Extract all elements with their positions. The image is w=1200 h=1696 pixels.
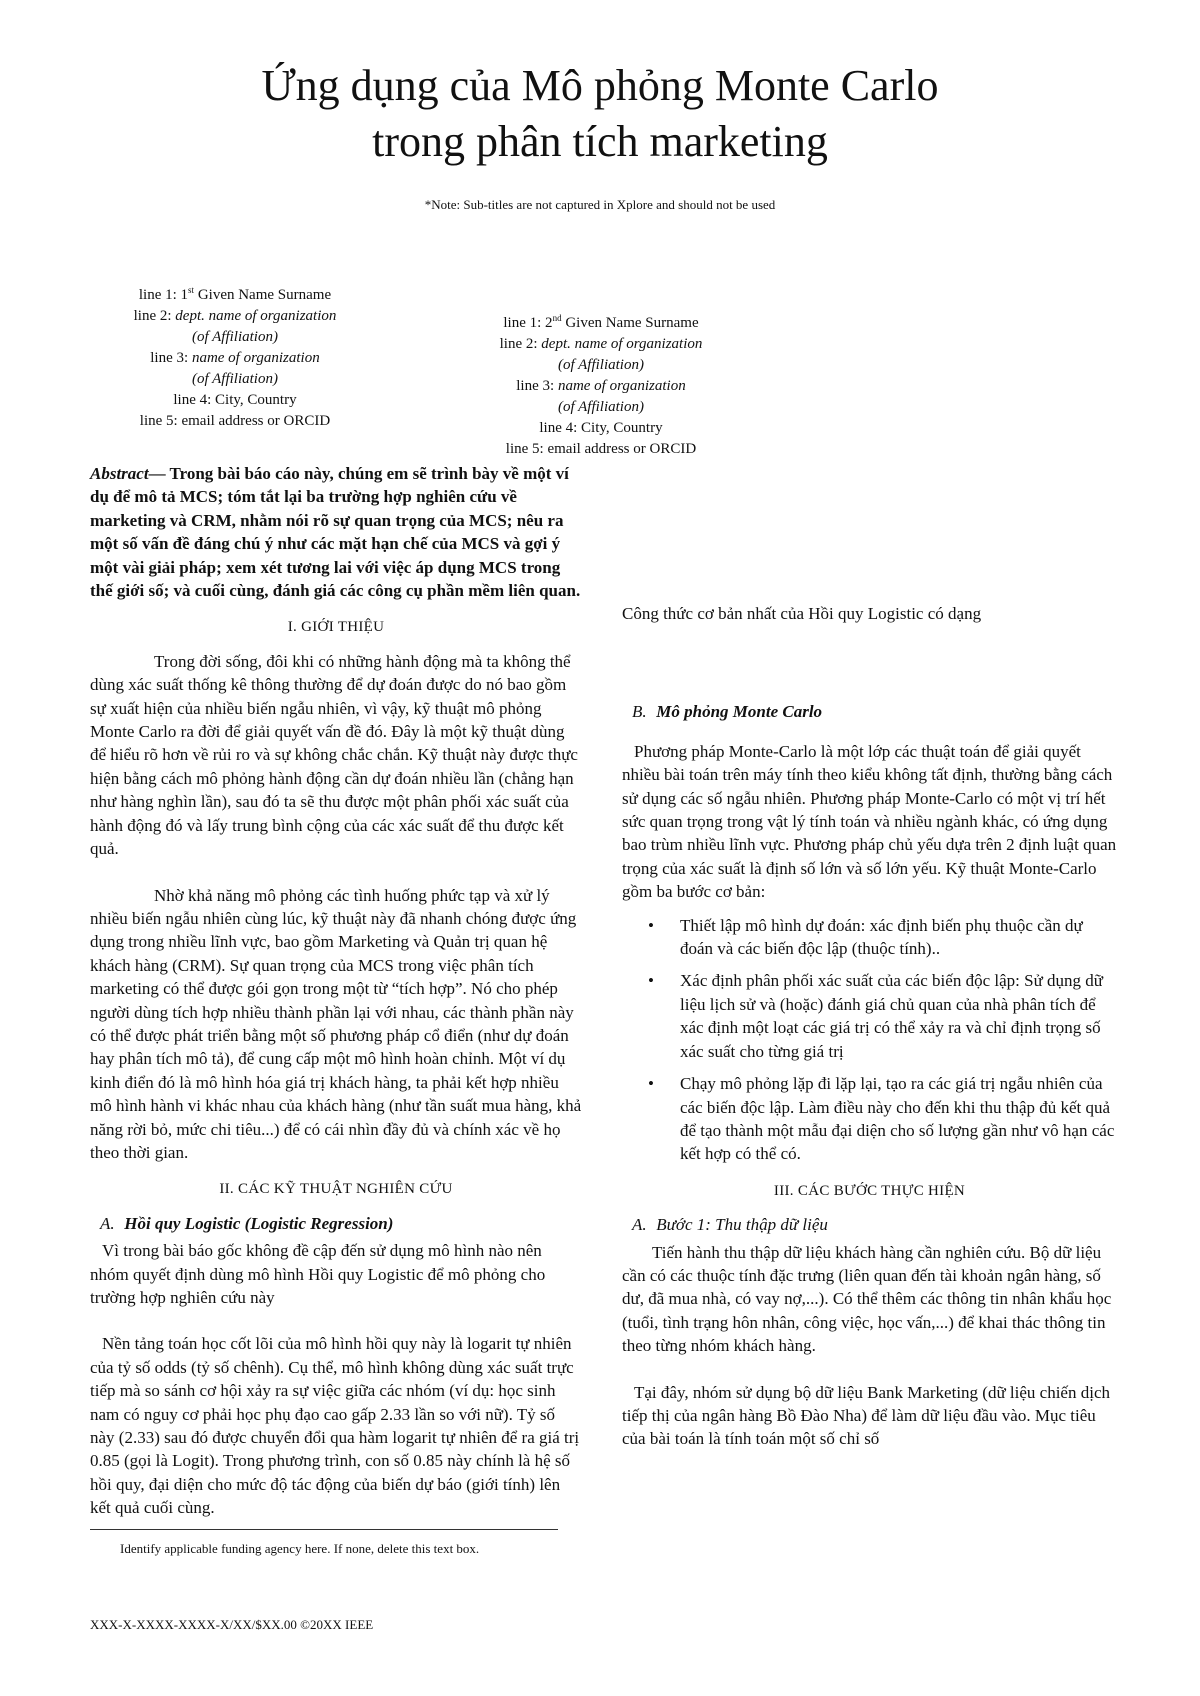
author2-line3b: (of Affiliation) [558,399,644,415]
bullet-icon: • [648,915,654,935]
logistic-paragraph-1: Vì trong bài báo gốc không đề cập đến sử dụng mô hình nào nên nhóm quyết định dùng mô hình Hồi quy Logistic để mô phỏng cho trường hợp nghiên cứu này [90,1241,546,1307]
author1-line4: line 4: City, Country [173,392,297,408]
author1-line1: line 1: 1st Given Name Surname [138,285,332,303]
abstract [90,462,582,602]
copyright-line: XXX-X-XXXX-XXXX-X/XX/$XX.00 ©20XX IEEE [90,1617,374,1632]
author-block-2 [451,308,751,460]
funding-footnote: Identify applicable funding agency here. If none, delete this text box. [120,1541,480,1556]
author2-line2: line 2: dept. name of organization [499,336,703,352]
section-heading-steps: III. CÁC BƯỚC THỰC HIỆN [773,1182,966,1199]
paper-title-line2: trong phân tích marketing [372,117,828,166]
section-heading-methods: II. CÁC KỸ THUẬT NGHIÊN CỨU [219,1181,453,1198]
paper-title [0,58,1200,170]
step1-paragraph-1: Tiến hành thu thập dữ liệu khách hàng cần nghiên cứu. Bộ dữ liệu cần có các thuộc tính đặc trưng (liên quan đến tài khoản ngân hàng, số dư, đã mua nhà, có vay nợ,...). Có thể thêm các thông tin nhân khẩu học (tuổi, tình trạng hôn nhân, công việc, học vấn,...) để khai thác thông tin theo từng nhóm khách hàng. [622,1242,1112,1356]
subsection-heading-logistic: A. Hồi quy Logistic (Logistic Regression) [100,1213,394,1233]
monte-carlo-paragraph: Phương pháp Monte-Carlo là một lớp các thuật toán để giải quyết nhiều bài toán trên máy tính theo kiểu không tất định, thường bằng cách sử dụng các số ngẫu nhiên. Phương pháp Monte-Carlo có một vị trí hết sức quan trọng trong vật lý tính toán và nhiều ngành khác, có ứng dụng bao trùm nhiều lĩnh vực. Phương pháp chủ yếu dựa trên 2 định luật quan trọng của xác suất là định số lớn và số lớn yếu. Kỹ thuật Monte-Carlo gồm ba bước cơ bản: [622,741,1117,902]
paper-title-line1: Ứng dụng của Mô phỏng Monte Carlo [261,61,939,110]
author1-line3b: (of Affiliation) [192,371,278,387]
author2-line2b: (of Affiliation) [558,357,644,373]
author1-line2b: (of Affiliation) [192,329,278,345]
bullet-icon: • [648,1074,654,1094]
author1-line2: line 2: dept. name of organization [133,308,337,324]
subsection-heading-monte-carlo: B. Mô phỏng Monte Carlo [632,702,823,722]
right-column [622,462,1117,1451]
logistic-formula-intro: Công thức cơ bản nhất của Hồi quy Logistic có dạng [622,604,982,623]
author2-line3: line 3: name of organization [516,378,686,394]
intro-paragraph-1: Trong đời sống, đôi khi có những hành động mà ta không thể dùng xác suất thống kê thông thường để dự đoán được do nó bao gồm sự xuất hiện của nhiều biến ngẫu nhiên, vì vậy, kỹ thuật mô phỏng Monte Carlo ra đời để giải quyết vấn đề đó. Đây là một kỹ thuật dùng để hiểu rõ hơn về rủi ro và sự không chắc chắn. Kỹ thuật này được thực hiện bằng cách mô phỏng hành động cần dự đoán nhiều lần (chẳng hạn như hàng nghìn lần), sau đó ta sẽ thu được một phân phối xác suất của hành động đó và lấy trung bình cộng của các xác suất để thu được kết quả. [90,651,578,859]
abstract-label: Abstract [90,464,149,483]
abstract-dash: — [148,464,166,483]
list-item: • Thiết lập mô hình dự đoán: xác định biến phụ thuộc cần dự đoán và các biến độc lập (thuộc tính).. [648,915,1083,959]
author-block-1 [85,280,385,432]
intro-paragraph-2: Nhờ khả năng mô phỏng các tình huống phức tạp và xử lý nhiều biến ngẫu nhiên cùng lúc, kỹ thuật này đã nhanh chóng được ứng dụng trong nhiều lĩnh vực, bao gồm Marketing và Quản trị quan hệ khách hàng (CRM). Sự quan trọng của MCS trong việc phân tích marketing có thể được gói gọn trong một từ “tích hợp”. Nó cho phép người dùng tích hợp nhiều thành phần lại với nhau, các thành phần này có thể được phát triển bằng một số phương pháp cổ điển (như dự đoán hay phân tích mô tả), để cung cấp một mô hình hoàn chỉnh. Một ví dụ kinh điển đó là mô hình hóa giá trị khách hàng, ta phải kết hợp nhiều mô hình hành vi khác nhau của khách hàng (như tần suất mua hàng, khả năng rời bỏ, mức chi tiêu...) để có cái nhìn đầy đủ và chính xác về họ theo thời gian. [90,885,582,1162]
step1-paragraph-2: Tại đây, nhóm sử dụng bộ dữ liệu Bank Marketing (dữ liệu chiến dịch tiếp thị của ngân hàng Bồ Đào Nha) để làm dữ liệu đầu vào. Mục tiêu của bài toán là tính toán một số chỉ số [622,1382,1110,1449]
author2-line1: line 1: 2nd Given Name Surname [503,313,699,331]
logistic-paragraph-2: Nền tảng toán học cốt lõi của mô hình hồi quy này là logarit tự nhiên của tỷ số odds (tỷ số chênh). Cụ thể, mô hình không dùng xác suất trực tiếp mà so sánh cơ hội xảy ra sự việc giữa các nhóm (ví dụ: học sinh nam có nguy cơ phải học phụ đạo cao gấp 2.33 lần so với nữ). Tỷ số này (2.33) sau đó được chuyển đổi qua hàm logarit tự nhiên để ra giá trị 0.85 (gọi là Logit). Trong phương trình, con số 0.85 này chính là hệ số hồi quy, đại diện cho mức độ tác động của biến dự báo (giới tính) lên kết quả cuối cùng. [90,1334,580,1518]
abstract-text: Trong bài báo cáo này, chúng em sẽ trình bày về một ví dụ để mô tả MCS; tóm tắt lại ba trường hợp nghiên cứu về marketing và CRM, nhằm nói rõ sự quan trọng của MCS; nêu ra một số vấn đề đáng chú ý như các mặt hạn chế của MCS và gợi ý một vài giải pháp; xem xét tương lai với việc áp dụng MCS trong thế giới số; và cuối cùng, đánh giá các công cụ phần mềm liên quan. [90,464,581,601]
author1-line3: line 3: name of organization [150,350,320,366]
list-item: • Xác định phân phối xác suất của các biến độc lập: Sử dụng dữ liệu lịch sử và (hoặc) đánh giá chủ quan của nhà phân tích để xác định một loạt các giá trị có thể xảy ra và chỉ định trọng số xác suất cho từng giá trị [648,971,1103,1061]
subsection-heading-step1: A. Bước 1: Thu thập dữ liệu [632,1215,828,1235]
bullet-icon: • [648,971,654,991]
left-column [90,462,582,1520]
section-heading-intro: I. GIỚI THIỆU [287,619,385,636]
author2-line5: line 5: email address or ORCID [505,441,697,457]
subtitle-note: *Note: Sub-titles are not captured in Xplore and should not be used [424,197,776,212]
list-item: • Chạy mô phỏng lặp đi lặp lại, tạo ra các giá trị ngẫu nhiên của các biến độc lập. Làm điều này cho đến khi thu thập đủ kết quả để tạo thành một mẫu đại diện cho số lượng gần như vô hạn các kết hợp có thể có. [648,1074,1115,1164]
author1-line5: line 5: email address or ORCID [139,413,331,429]
footnote-divider [90,1529,558,1530]
author2-line4: line 4: City, Country [539,420,663,436]
monte-carlo-steps-list [622,914,1117,1166]
